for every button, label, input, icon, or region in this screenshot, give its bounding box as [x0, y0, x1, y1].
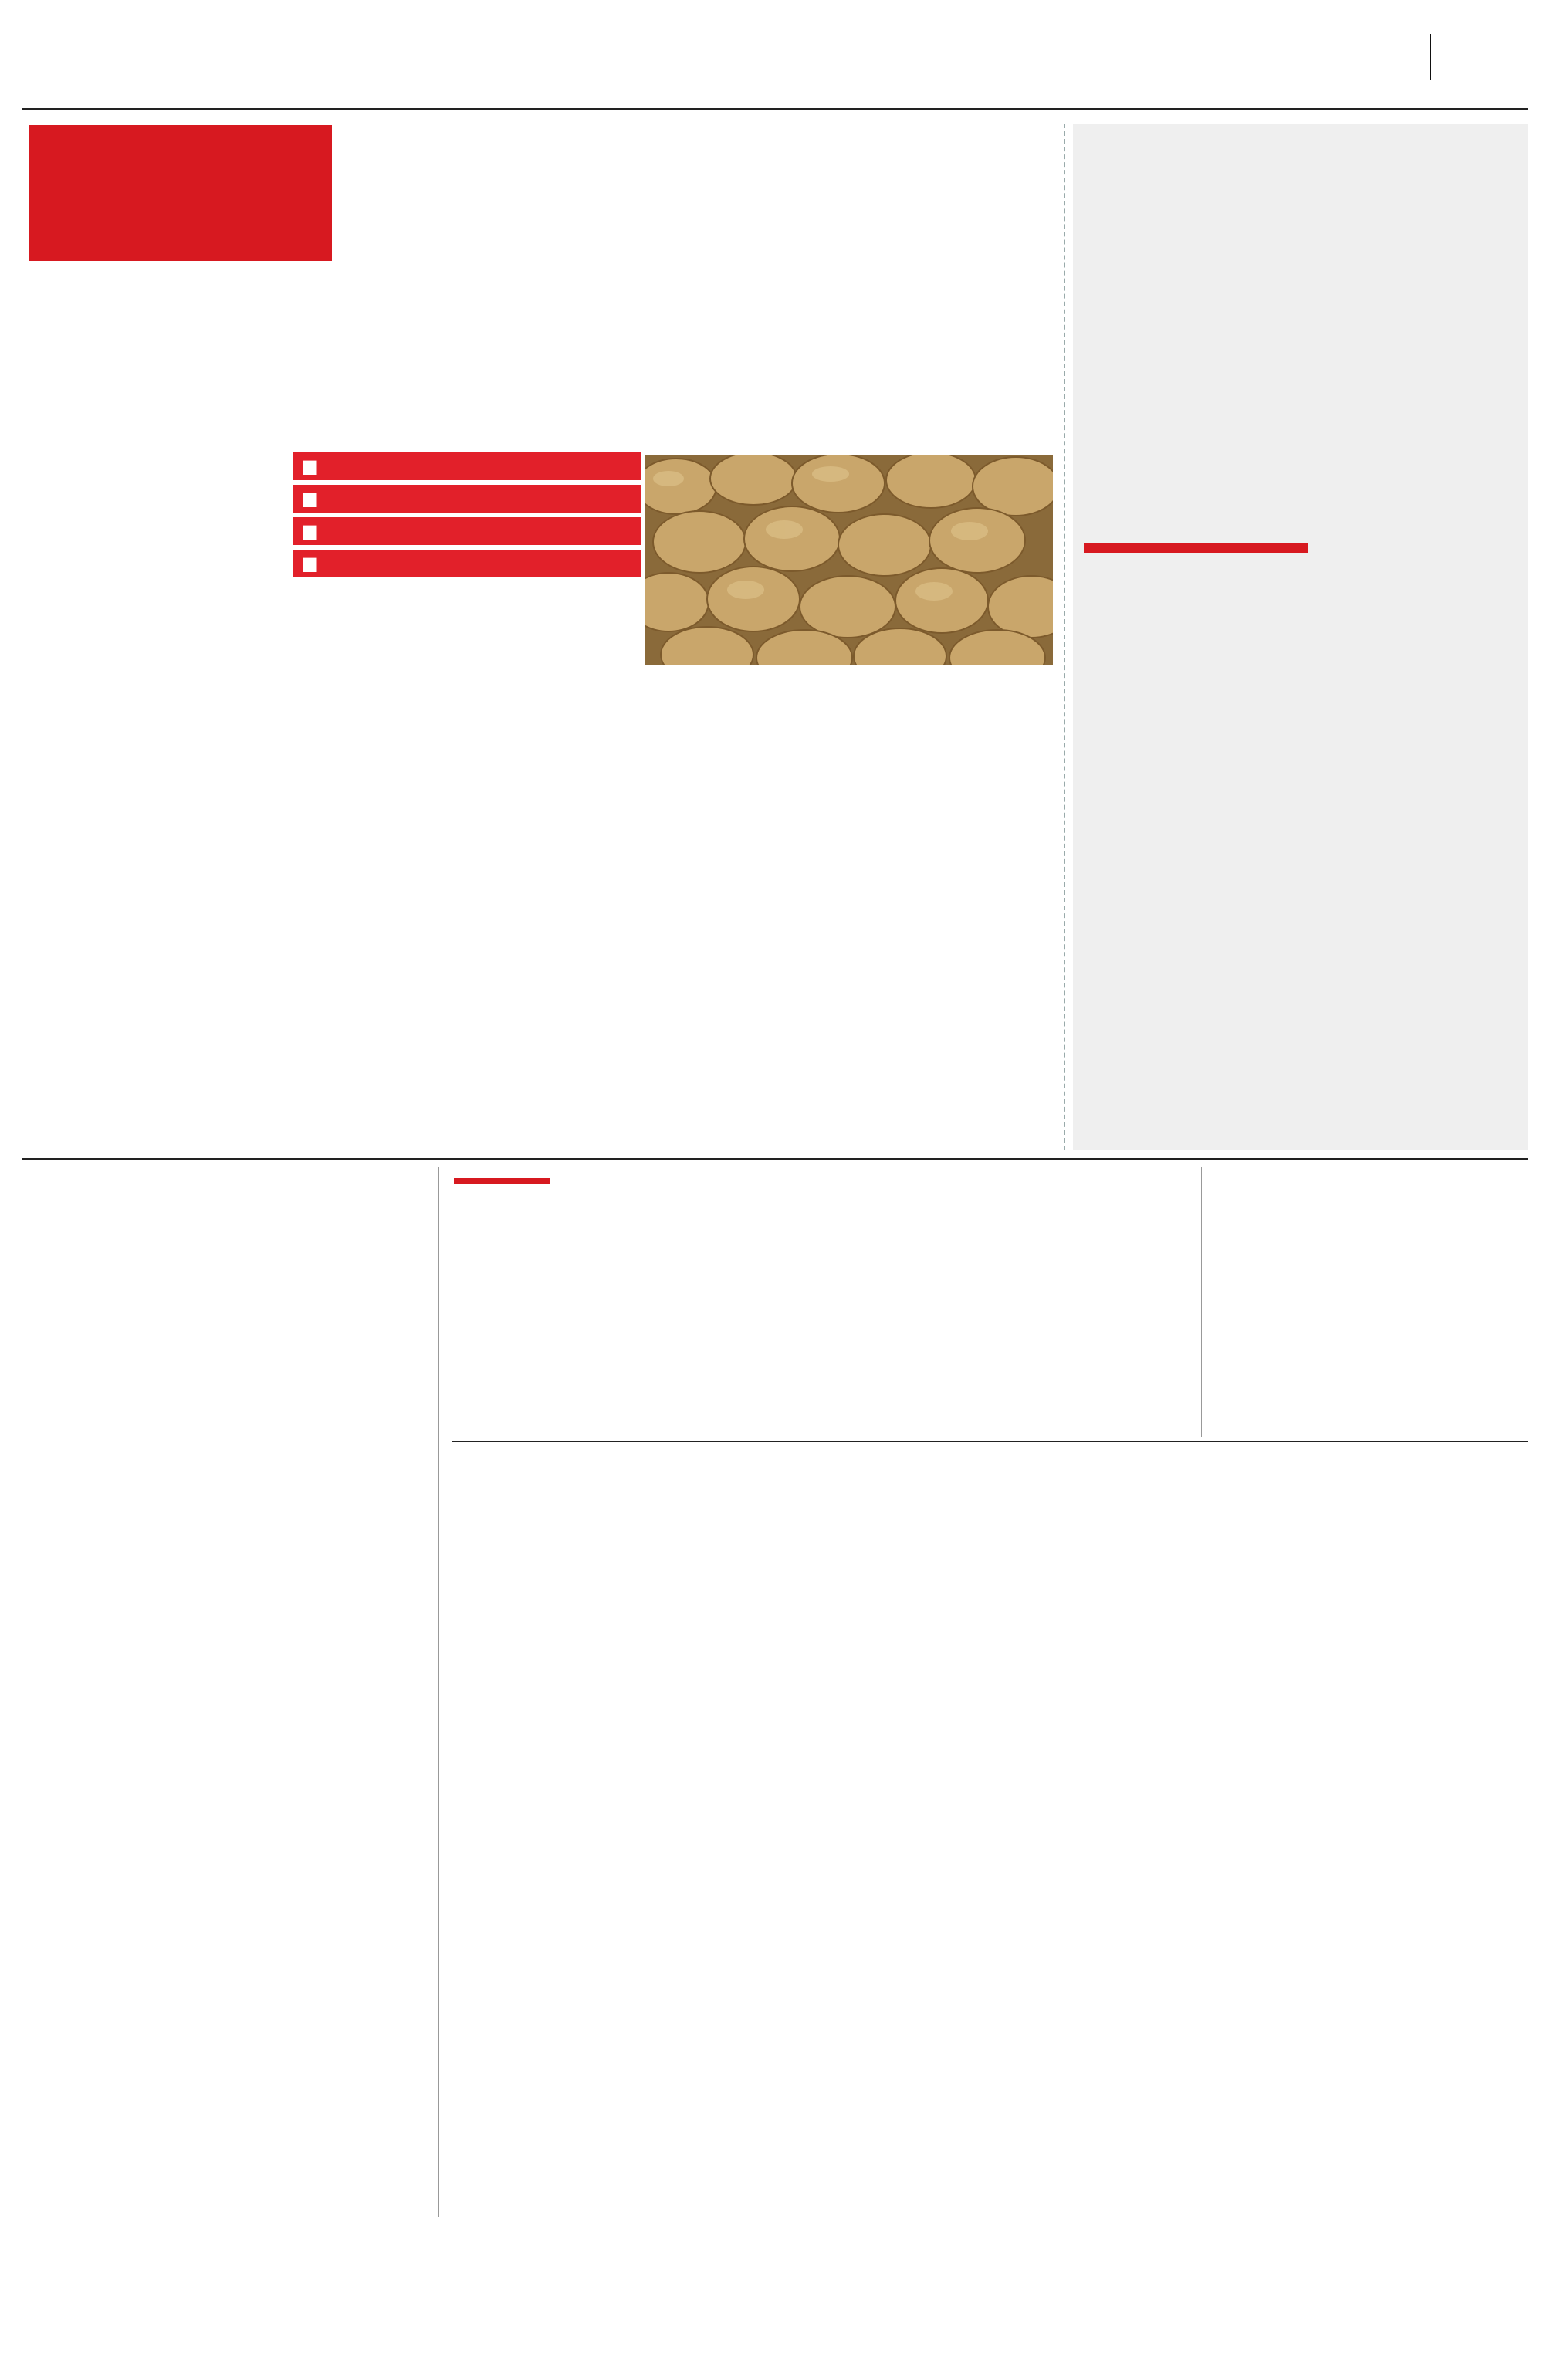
sidebar-tag — [1084, 543, 1308, 553]
sidebar-divider — [1064, 124, 1065, 1150]
lead-bullet: ■ — [293, 485, 641, 513]
potato-image — [645, 455, 1053, 665]
kotia-col-5 — [452, 1762, 761, 2209]
row-rule-1 — [22, 1158, 1528, 1160]
lead-col-2 — [292, 278, 540, 445]
rain-col-2 — [232, 1244, 425, 1615]
lead-col-7 — [814, 679, 1053, 1143]
lead-col-4 — [814, 278, 1053, 445]
lead-kicker — [29, 125, 332, 261]
rain-col-1 — [29, 1244, 222, 2209]
lead-bullet: ■ — [293, 452, 641, 480]
sidebar-col-1 — [1084, 232, 1301, 533]
lead-bullet: ■ — [293, 517, 641, 545]
kotia-col-4 — [1090, 1569, 1292, 1754]
cbi-tag — [454, 1178, 550, 1184]
cbi-col-3 — [968, 1244, 1192, 1430]
lead-col-1 — [29, 278, 279, 1143]
lead-bullet: ■ — [293, 550, 641, 577]
kotia-col-1 — [452, 1569, 653, 1754]
rain-divider — [438, 1167, 439, 2217]
teacher-body — [1212, 1217, 1528, 1430]
kotia-top-rule — [452, 1441, 1528, 1442]
lead-col-5 — [292, 679, 540, 1143]
lead-bullets — [293, 452, 641, 577]
page-number-divider — [1430, 34, 1431, 80]
sidebar-col-2 — [1312, 232, 1522, 548]
cbi-divider — [1201, 1167, 1202, 1437]
kotia-col-2 — [664, 1569, 866, 1754]
masthead-logo — [687, 23, 880, 38]
lead-col-3 — [553, 278, 801, 445]
sidebar-col-4 — [1312, 564, 1522, 1143]
header-rule — [22, 108, 1528, 110]
lead-col-6 — [553, 679, 801, 1143]
kotia-col-6 — [772, 1811, 1292, 2209]
potato-photo — [645, 455, 1053, 665]
rain-col-3 — [232, 1629, 425, 1984]
cbi-col-1 — [452, 1244, 723, 1430]
kotia-col-3 — [877, 1569, 1079, 1754]
rain-col-4 — [232, 1992, 425, 2208]
cbi-col-2 — [733, 1244, 957, 1430]
sidebar-col-3 — [1084, 625, 1301, 1143]
